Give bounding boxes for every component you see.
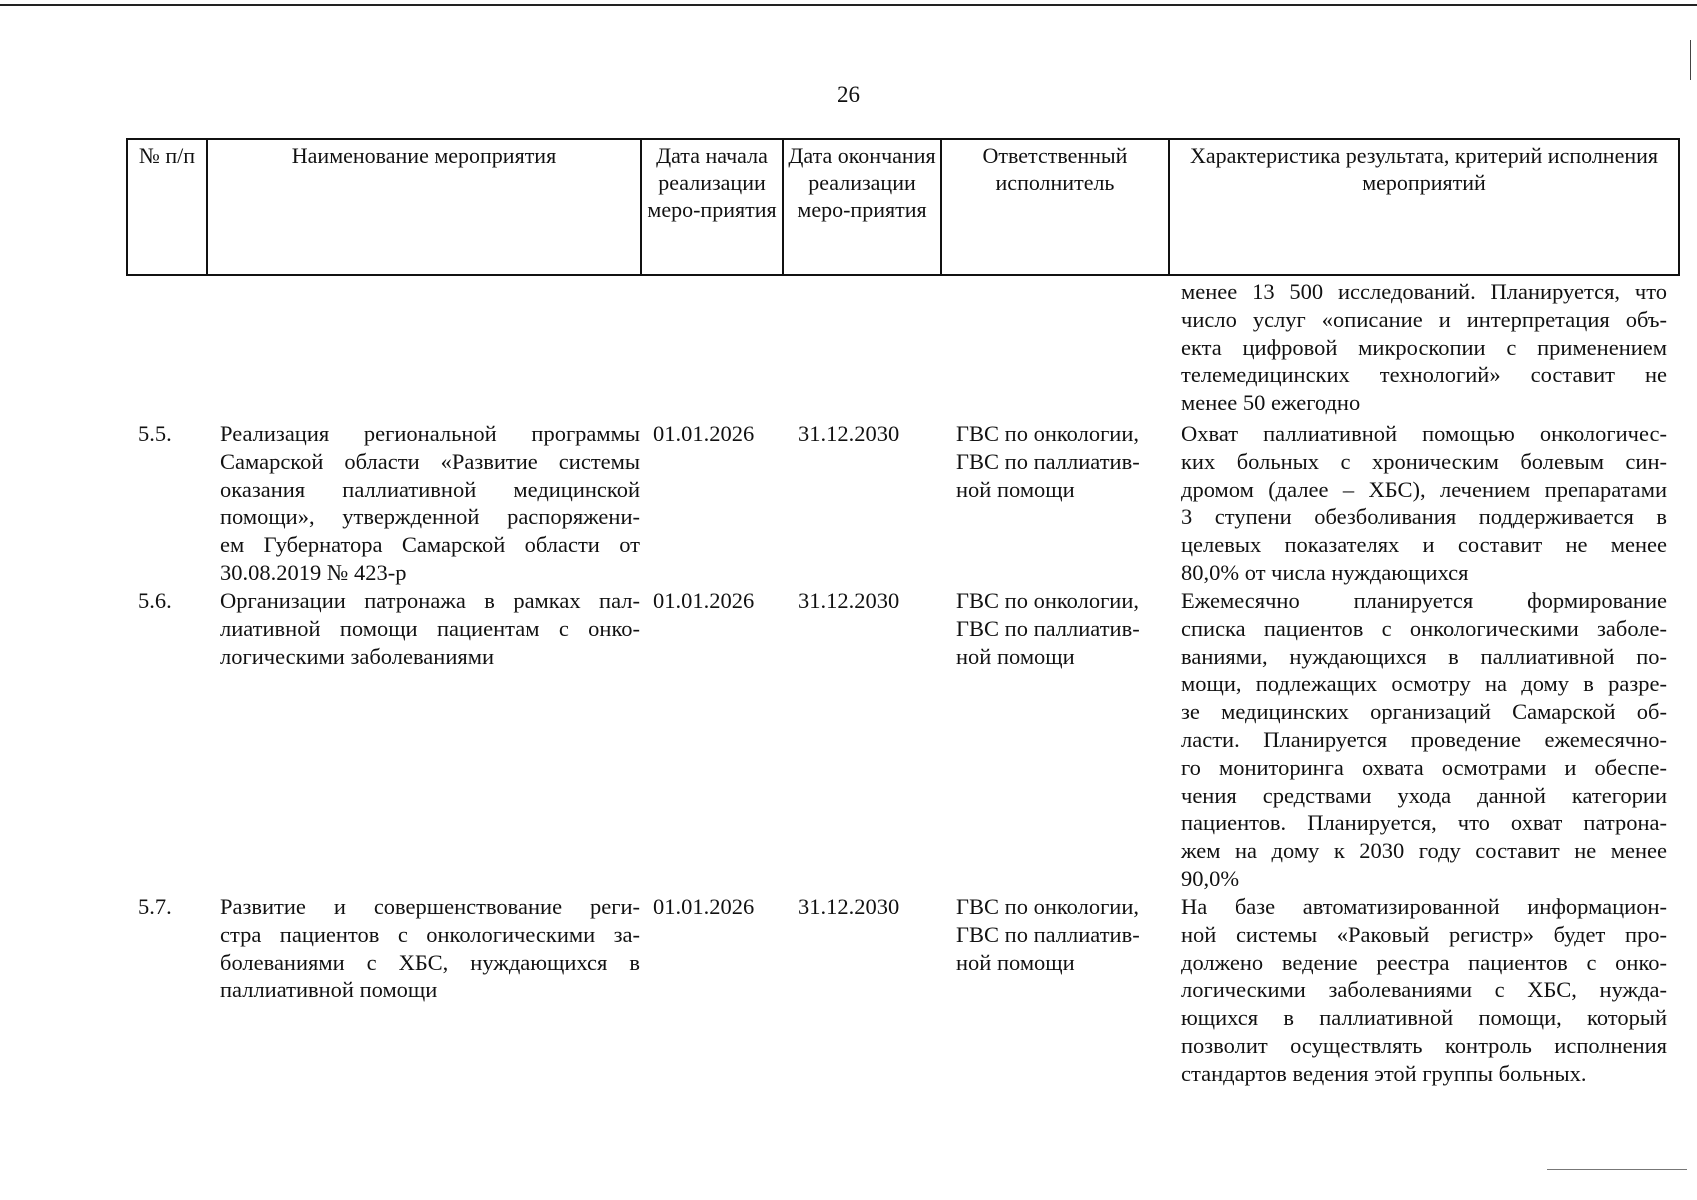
activity-name	[220, 420, 640, 587]
result-line: ваниями, нуждающихся в паллиативной по-	[1181, 643, 1667, 669]
name-line: Организации патронажа в рамках пал-	[220, 588, 640, 613]
result-line: дромом (далее – ХБС), лечением препаратами	[1181, 476, 1667, 502]
table-row	[126, 587, 1686, 893]
result-line: стандартов ведения этой группы больных.	[1181, 1060, 1587, 1086]
table-row	[126, 420, 1686, 587]
table-row	[126, 893, 1686, 1093]
result-line: ной системы «Раковый регистр» будет про-	[1181, 921, 1667, 947]
result-line: 3 ступени обезболивания поддерживается в	[1181, 504, 1667, 530]
responsible-cell	[956, 420, 1161, 503]
name-line: логическими заболеваниями	[220, 643, 494, 669]
result-line: 90,0%	[1181, 865, 1240, 891]
header-result: Характеристика результата, критерий исполнения мероприятий	[1169, 139, 1679, 275]
scan-top-border	[0, 4, 1697, 6]
name-line: Самарской области «Развитие системы	[220, 448, 640, 474]
resp-line: ной помощи	[956, 949, 1075, 975]
header-end-date: Дата окончания реализации меро-приятия	[783, 139, 941, 275]
result-line: число услуг «описание и интерпретация объ-	[1181, 306, 1667, 332]
activity-name	[220, 587, 640, 670]
scan-right-mark	[1690, 40, 1691, 80]
resp-line: ГВС по онкологии,	[956, 894, 1140, 919]
scan-bottom-mark	[1547, 1169, 1687, 1170]
page-number: 26	[837, 82, 860, 107]
result-cell	[1181, 278, 1667, 417]
name-line: ем Губернатора Самарской области от	[220, 532, 640, 558]
table-row-continuation	[126, 278, 1686, 420]
result-line: телемедицинских технологий» составит не	[1181, 362, 1667, 388]
responsible-cell	[956, 893, 1161, 976]
table-body	[126, 278, 1686, 1093]
table-header	[126, 138, 1680, 276]
result-line: зе медицинских организаций Самарской об-	[1181, 699, 1667, 725]
result-line: Ежемесячно планируется формирование	[1181, 588, 1667, 613]
responsible-cell	[956, 587, 1161, 670]
end-date: 31.12.2030	[798, 421, 900, 446]
header-num: № п/п	[127, 139, 207, 275]
start-date: 01.01.2026	[653, 588, 755, 613]
name-line: стра пациентов с онкологическими за-	[220, 921, 640, 947]
result-line: мощи, подлежащих осмотру на дому в разре-	[1181, 671, 1667, 697]
result-line: позволит осуществлять контроль исполнения	[1181, 1032, 1667, 1058]
result-line: ких больных с хроническим болевым син-	[1181, 448, 1667, 474]
start-date: 01.01.2026	[653, 421, 755, 446]
result-cell	[1181, 587, 1667, 893]
end-date: 31.12.2030	[798, 894, 900, 919]
name-line: Развитие и совершенствование реги-	[220, 894, 640, 919]
result-line: жем на дому к 2030 году составит не менее	[1181, 838, 1667, 864]
name-line: лиативной помощи пациентам с онко-	[220, 615, 640, 641]
result-line: должено ведение реестра пациентов с онко-	[1181, 949, 1667, 975]
resp-line: ной помощи	[956, 476, 1075, 502]
result-line: Охват паллиативной помощью онкологичес-	[1181, 421, 1667, 446]
end-date: 31.12.2030	[798, 588, 900, 613]
header-start-date: Дата начала реализации меро-приятия	[641, 139, 783, 275]
resp-line: ГВС по онкологии,	[956, 421, 1140, 446]
result-line: пациентов. Планируется, что охват патрона-	[1181, 810, 1667, 836]
name-line: паллиативной помощи	[220, 977, 438, 1003]
row-number: 5.5.	[138, 421, 172, 446]
result-line: чения средствами ухода данной категории	[1181, 782, 1667, 808]
name-line: помощи», утвержденной распоряжени-	[220, 504, 640, 530]
result-line: На базе автоматизированной информацион-	[1181, 894, 1667, 919]
result-line: 80,0% от числа нуждающихся	[1181, 559, 1469, 585]
start-date: 01.01.2026	[653, 894, 755, 919]
resp-line: ГВС по паллиатив-	[956, 615, 1140, 641]
activity-name	[220, 893, 640, 1004]
result-cell	[1181, 420, 1667, 587]
result-line: менее 13 500 исследований. Планируется, что	[1181, 279, 1667, 304]
result-line: целевых показателях и составит не менее	[1181, 532, 1667, 558]
result-line: менее 50 ежегодно	[1181, 390, 1361, 416]
name-line: болеваниями с ХБС, нуждающихся в	[220, 949, 640, 975]
resp-line: ГВС по онкологии,	[956, 588, 1140, 613]
result-line: ласти. Планируется проведение ежемесячно-	[1181, 726, 1667, 752]
result-line: екта цифровой микроскопии с применением	[1181, 334, 1667, 360]
resp-line: ной помощи	[956, 643, 1075, 669]
result-line: ющихся в паллиативной помощи, который	[1181, 1005, 1667, 1031]
resp-line: ГВС по паллиатив-	[956, 921, 1140, 947]
resp-line: ГВС по паллиатив-	[956, 448, 1140, 474]
row-number: 5.7.	[138, 894, 172, 919]
result-line: логическими заболеваниями с ХБС, нужда-	[1181, 977, 1667, 1003]
name-line: 30.08.2019 № 423-р	[220, 559, 407, 585]
header-responsible: Ответственный исполнитель	[941, 139, 1169, 275]
result-line: го мониторинга охвата осмотрами и обеспе-	[1181, 754, 1667, 780]
header-name: Наименование мероприятия	[207, 139, 641, 275]
result-line: списка пациентов с онкологическими заболе-	[1181, 615, 1667, 641]
name-line: оказания паллиативной медицинской	[220, 476, 640, 502]
row-number: 5.6.	[138, 588, 172, 613]
result-cell	[1181, 893, 1667, 1088]
name-line: Реализация региональной программы	[220, 421, 640, 446]
